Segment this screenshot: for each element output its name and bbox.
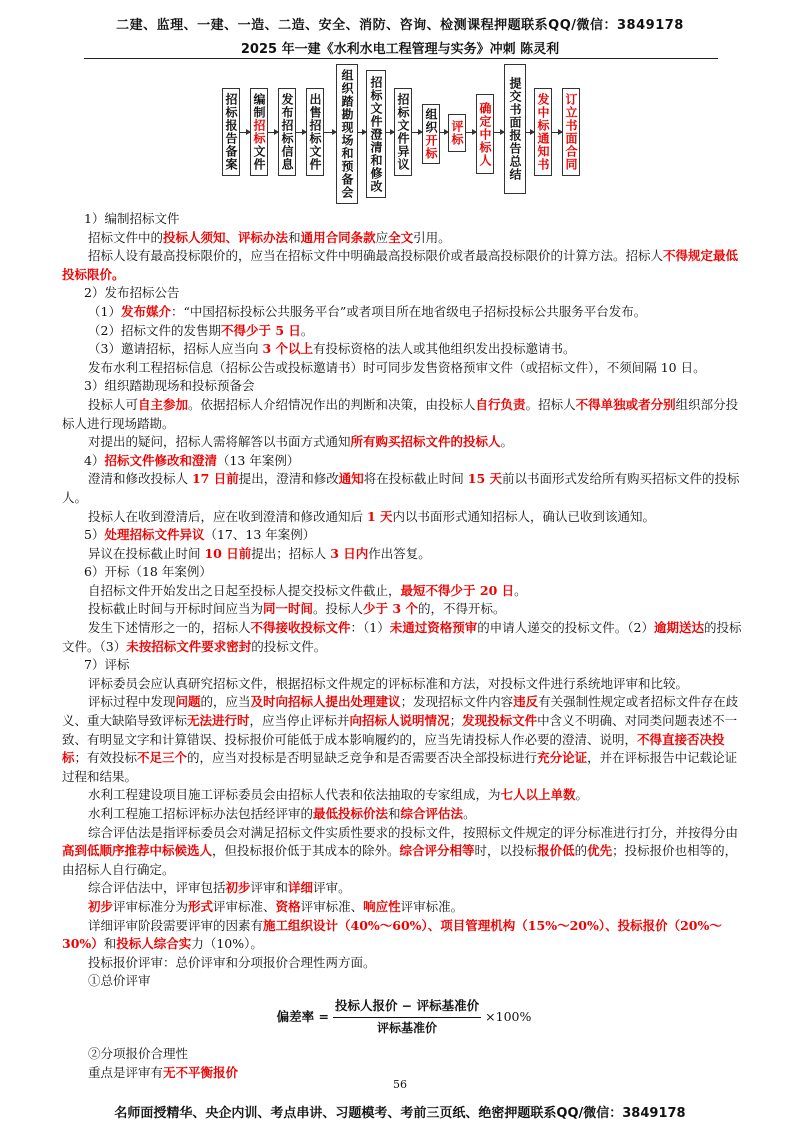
flow-step-12: 发中标通知书 (534, 88, 552, 176)
flow-step-2: 编制 招标 文件 (250, 88, 268, 176)
bidding-process-flowchart (218, 64, 588, 214)
paragraph: （2）招标文件的发售期不得少于 5 日。 (88, 322, 314, 338)
flow-arrow (526, 132, 534, 133)
paragraph: 发布水利工程招标信息（招标公告或投标邀请书）时可同步发售资格预审文件（或招标文件），不须间隔 10 日。 (88, 359, 706, 375)
flow-arrow (412, 132, 422, 133)
page-number: 56 (393, 1078, 407, 1091)
paragraph: 发生下述情形之一的，招标人不得接收投标文件：（1）未通过资格预审的申请人递交的投标文件。（2）逾期送达的投标文件。（3）未按招标文件要求密封的投标文件。 (62, 620, 742, 654)
flow-arrow (466, 132, 476, 133)
section-1-title: 1）编制招标文件 (84, 211, 180, 226)
paragraph: 评标委员会应认真研究招标文件，根据招标文件规定的评标标准和方法，对投标文件进行系统地评审和比较。 (88, 675, 689, 691)
flow-step-7: 招标文件异议 (394, 88, 412, 176)
flow-step-1: 招标报告备案 (222, 88, 240, 176)
section-7-title: 7）评标 (84, 657, 130, 673)
paragraph: 详细评审阶段需要评审的因素有施工组织设计（40%～60%）、项目管理机构（15%～20%）、投标报价（20%～30%）和投标人综合实力（10%）。 (62, 917, 722, 952)
flow-step-3: 发布招标信息 (278, 88, 296, 176)
paragraph: 招标人设有最高投标限价的，应当在招标文件中明确最高投标限价或者最高投标限价的计算方法。招标人不得规定最低投标限价。 (62, 248, 739, 282)
paragraph: 综合评估法是指评标委员会对满足招标文件实质性要求的投标文件，按照标文件规定的评分标准进行打分，并按得分由高到低顺序推荐中标候选人，但投标报价低于其成本的除外。综合评分相等时，以投标报价低的优先；投标报价也相等的，由招标人自行确定。 (62, 824, 739, 877)
section-5-title: 5）处理招标文件异议（17、13 年案例） (84, 527, 316, 543)
formula-denominator: 评标基准价 (377, 1020, 438, 1035)
paragraph: 水利工程建设项目施工评标委员会由招标人代表和依法抽取的专家组成，为七人以上单数。 (88, 787, 589, 803)
formula-rhs: ×100% (485, 1008, 532, 1024)
flow-step-13: 订立书面合同 (562, 88, 580, 176)
paragraph: 评标过程中发现问题的，应当及时向招标人提出处理建议；发现招标文件内容违反有关强制性规定或者招标文件存在歧义、重大缺陷导致评标无法进行时，应当停止评标并向招标人说明情况；发现投标文件中含义不明确、对同类问题表述不一致、有明显文字和计算错误、投标报价可能低于成本影响履约的，应当先请投标人作必要的澄清、说明，不得直接否决投标；有效投标不足三个的，应当对投标是否明显缺乏竞争和是否需要否决全部投标进行充分论证，并在评标报告中记载论证过程和结果。 (62, 694, 739, 784)
flow-step-4: 出售招标文件 (306, 88, 324, 176)
paragraph: 综合评估法中，评审包括初步评审和详细评审。 (88, 880, 351, 896)
paragraph: 投标报价评审：总价评审和分项报价合理性两方面。 (88, 954, 376, 970)
paragraph: 水利工程施工招标评标办法包括经评审的最低投标价法和综合评估法。 (88, 806, 476, 821)
paragraph: 自招标文件开始发出之日起至投标人提交投标文件截止，最短不得少于 20 日。 (88, 582, 527, 598)
section-6-title: 6）开标（18 年案例） (84, 564, 212, 580)
paragraph: 投标人可自主参加。依据招标人介绍情况作出的判断和决策，由投标人自行负责。招标人不得单独或者分别组织部分投标人进行现场踏勘。 (62, 396, 739, 431)
header-divider (84, 58, 718, 59)
flow-step-11: 提交书面报告总结 (504, 64, 526, 194)
paragraph: 澄清和修改投标人 17 日前提出，澄清和修改通知将在投标截止时间 15 天前以书面形式发给所有购买招标文件的投标人。 (62, 471, 740, 505)
formula-lhs: 偏差率 = (276, 1008, 329, 1024)
paragraph: （1）发布媒介：“中国招标投标公共服务平台”或者项目所在地省级电子招标投标公共服务平台发布。 (88, 303, 647, 319)
header-line-1: 二建、监理、一建、一造、二造、安全、消防、咨询、检测课程押题联系QQ/微信：3849178 (116, 18, 684, 33)
paragraph: ②分项报价合理性 (88, 1046, 189, 1062)
flow-arrow (296, 132, 306, 133)
flow-arrow (358, 132, 366, 133)
footer-text: 名师面授精华、央企内训、考点串讲、习题模考、考前三页纸、绝密押题联系QQ/微信：3849178 (114, 1106, 686, 1121)
flow-arrow (324, 132, 336, 133)
header-line-2: 2025 年一建《水利水电工程管理与实务》冲刺 陈灵利 (240, 42, 560, 57)
paragraph: 对提出的疑问，招标人需将解答以书面方式通知所有购买招标文件的投标人。 (88, 434, 514, 450)
document-body (62, 210, 746, 1082)
paragraph: ①总价评审 (88, 973, 151, 989)
formula-fraction (333, 997, 481, 1037)
section-3-title: 3）组织踏勘现场和投标预备会 (84, 378, 255, 394)
flow-arrow (440, 132, 448, 133)
paragraph: 投标截止时间与开标时间应当为同一时间。投标人少于 3 个的，不得开标。 (88, 601, 506, 617)
paragraph: 重点是评审有无不平衡报价 (88, 1064, 239, 1080)
section-4-title: 4）招标文件修改和澄清（13 年案例） (84, 452, 300, 468)
flow-step-10: 确定中标人 (476, 94, 494, 174)
paragraph: 投标人在收到澄清后，应在收到澄清和修改通知后 1 天内以书面形式通知招标人，确认已收到该通知。 (88, 508, 656, 524)
flow-arrow (268, 132, 278, 133)
flow-step-8: 组织 开标 (422, 104, 440, 164)
flow-step-9: 评标 (448, 114, 466, 152)
paragraph: （3）邀请招标，招标人应当向 3 个以上有投标资格的法人或其他组织发出投标邀请书。 (88, 341, 576, 357)
formula-numerator: 投标人报价 − 评标基准价 (333, 997, 481, 1018)
flow-step-6: 招标文件澄清和修改 (366, 70, 386, 198)
paragraph: 招标文件中的投标人须知、评标办法和通用合同条款应全文引用。 (88, 229, 451, 245)
paragraph: 初步评审标准分为形式评审标准、资格评审标准、响应性评审标准。 (88, 898, 464, 914)
deviation-rate-formula (62, 997, 746, 1037)
flow-arrow (240, 132, 250, 133)
flow-step-5: 组织踏勘现场和预备会 (336, 64, 358, 204)
paragraph: 异议在投标截止时间 10 日前提出；招标人 3 日内作出答复。 (88, 545, 431, 561)
section-2-title: 2）发布招标公告 (84, 285, 180, 301)
flow-arrow (386, 132, 394, 133)
flow-arrow (552, 132, 562, 133)
flow-arrow (494, 132, 504, 133)
